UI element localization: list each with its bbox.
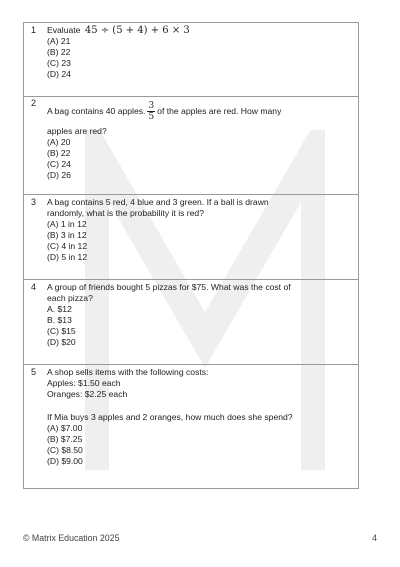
question-row-5 (24, 365, 358, 489)
question-stem-line: Apples: $1.50 each (47, 378, 121, 388)
question-body (43, 195, 358, 279)
question-stem-line: Oranges: $2.25 each (47, 389, 128, 399)
fraction-denominator: 5 (148, 111, 155, 122)
option-b: B. $13 (47, 315, 72, 325)
question-body (43, 97, 358, 194)
question-number: 5 (30, 367, 36, 377)
option-c: (C) $8.50 (47, 445, 83, 455)
option-c: (C) 24 (47, 159, 71, 169)
option-a: (A) 21 (47, 36, 71, 46)
option-a: A. $12 (47, 304, 72, 314)
footer-page-number: 4 (372, 533, 377, 543)
option-a: (A) $7.00 (47, 423, 83, 433)
question-stem-line: A bag contains 5 red, 4 blue and 3 green. If a ball is drawn (47, 197, 269, 207)
question-stem (47, 97, 352, 123)
fraction-numerator: 3 (148, 100, 155, 111)
option-c: (C) 23 (47, 58, 71, 68)
question-number: 1 (30, 25, 36, 35)
fraction (147, 101, 155, 122)
option-a: (A) 1 in 12 (47, 219, 87, 229)
option-d: (D) $20 (47, 337, 76, 347)
question-stem (47, 25, 352, 36)
option-d: (D) $9.00 (47, 456, 83, 466)
question-row-1 (24, 23, 358, 97)
question-row-4 (24, 280, 358, 365)
stem-text: of the apples are red. How many (157, 105, 282, 116)
option-a: (A) 20 (47, 137, 71, 147)
question-stem-line: A group of friends bought 5 pizzas for $75. What was the cost of (47, 282, 291, 292)
stem-text: A bag contains 40 apples. (47, 105, 146, 116)
option-d: (D) 26 (47, 170, 71, 180)
footer-copyright: © Matrix Education 2025 (23, 533, 120, 543)
option-b: (B) 3 in 12 (47, 230, 87, 240)
option-c: (C) $15 (47, 326, 76, 336)
option-b: (B) 22 (47, 47, 71, 57)
option-c: (C) 4 in 12 (47, 241, 88, 251)
question-body (43, 365, 358, 488)
question-number: 3 (30, 197, 36, 207)
question-stem-line: each pizza? (47, 293, 93, 303)
question-number: 4 (30, 282, 36, 292)
spacer (47, 400, 352, 412)
option-b: (B) $7.25 (47, 434, 83, 444)
question-row-2 (24, 97, 358, 195)
question-table (23, 22, 359, 489)
math-expression: 45 ÷ (5 + 4) + 6 × 3 (84, 25, 190, 36)
question-number: 2 (30, 98, 36, 108)
stem-text: Evaluate (47, 25, 81, 35)
question-stem-line: A shop sells items with the following costs: (47, 367, 209, 377)
question-prompt: If Mia buys 3 apples and 2 oranges, how much does she spend? (47, 412, 293, 422)
option-b: (B) 22 (47, 148, 71, 158)
option-d: (D) 24 (47, 69, 71, 79)
question-stem-line: randomly, what is the probability it is red? (47, 208, 204, 218)
question-row-3 (24, 195, 358, 280)
question-stem-line2: apples are red? (47, 126, 107, 136)
option-d: (D) 5 in 12 (47, 252, 88, 262)
question-body (43, 23, 358, 96)
question-body (43, 280, 358, 364)
